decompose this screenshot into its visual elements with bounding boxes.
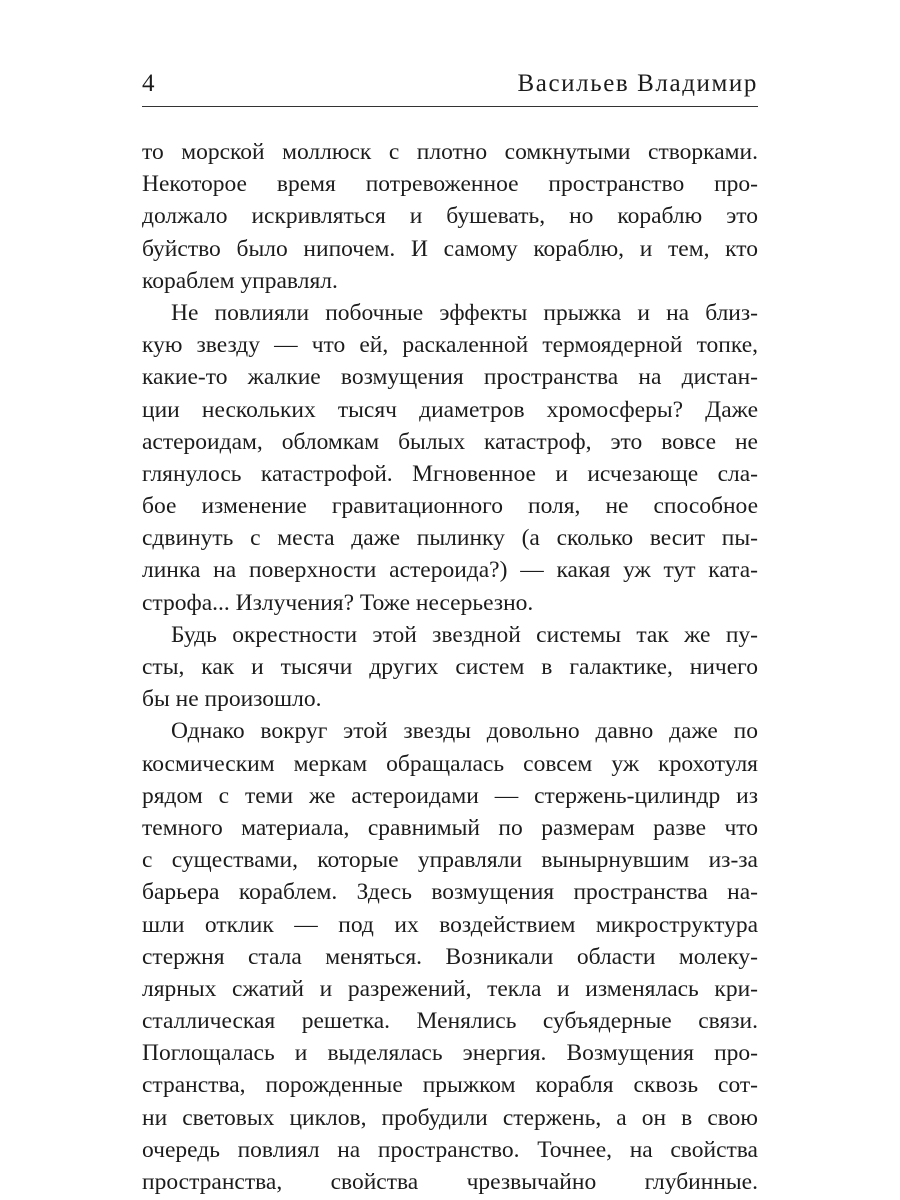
page-header [142, 68, 758, 107]
text-line: темного материала, сравнимый по размерам разве что [142, 814, 758, 841]
text-line: космическим меркам обращалась совсем уж крохотуля [142, 750, 758, 777]
text-line: астероидам, обломкам былых катастроф, это вовсе не [142, 428, 758, 455]
text-line: то морской моллюск с плотно сомкнутыми створками. [142, 139, 758, 165]
text-line: бое изменение гравитационного поля, не способное [142, 493, 758, 520]
text-line: кую звезду — что ей, раскаленной термоядерной топке, [142, 332, 758, 359]
paragraph [142, 715, 758, 1198]
text-line: лярных сжатий и разрежений, текла и изменялась кри- [142, 975, 758, 1002]
paragraph [142, 619, 758, 716]
text-line: какие-то жалкие возмущения пространства на дистан- [142, 364, 758, 391]
text-line: кораблем управлял. [142, 267, 338, 294]
text-line: Однако вокруг этой звезды довольно давно даже по [171, 718, 758, 745]
text-line: линка на поверхности астероида?) — какая уж тут ката- [142, 557, 758, 584]
text-line: сты, как и тысячи других систем в галактике, ничего [142, 654, 758, 680]
paragraph [142, 136, 758, 297]
page-number: 4 [142, 70, 155, 97]
text-line: странства, порожденные прыжком корабля сквозь сот- [142, 1072, 758, 1099]
text-line: Будь окрестности этой звездной системы так же пу- [171, 621, 758, 648]
text-line: бы не произошло. [142, 686, 322, 713]
text-line: буйство было нипочем. И самому кораблю, и тем, кто [142, 235, 758, 262]
text-line: пространства, свойства чрезвычайно глубинные. [142, 1169, 758, 1195]
running-title: Васильев Владимир [517, 70, 758, 97]
text-line: шли отклик — под их воздействием микроструктура [142, 911, 758, 938]
text-line: должало искривляться и бушевать, но кораблю это [142, 203, 758, 230]
text-line: барьера кораблем. Здесь возмущения пространства на- [142, 879, 758, 906]
text-line: очередь повлиял на пространство. Точнее, на свойства [142, 1136, 758, 1163]
text-line: Поглощалась и выделялась энергия. Возмущения про- [142, 1040, 758, 1067]
text-line: сталлическая решетка. Менялись субъядерные связи. [142, 1008, 758, 1035]
text-line: глянулось катастрофой. Мгновенное и исчезающе сла- [142, 460, 758, 487]
text-line: стержня стала меняться. Возникали области молеку- [142, 943, 758, 970]
text-line: рядом с теми же астероидами — стержень-цилиндр из [142, 782, 758, 809]
text-line: сдвинуть с места даже пылинку (а сколько весит пы- [142, 525, 758, 552]
text-line: с существами, которые управляли вынырнувшим из-за [142, 847, 758, 874]
body-text [142, 136, 758, 1198]
text-line: ни световых циклов, пробудили стержень, а он в свою [142, 1104, 758, 1131]
text-line: строфа... Излучения? Тоже несерьезно. [142, 589, 534, 616]
text-line: ции нескольких тысяч диаметров хромосферы? Даже [142, 396, 758, 423]
text-line: Не повлияли побочные эффекты прыжка и на близ- [171, 299, 758, 326]
text-line: Некоторое время потревоженное пространство про- [142, 171, 758, 198]
paragraph [142, 297, 758, 619]
